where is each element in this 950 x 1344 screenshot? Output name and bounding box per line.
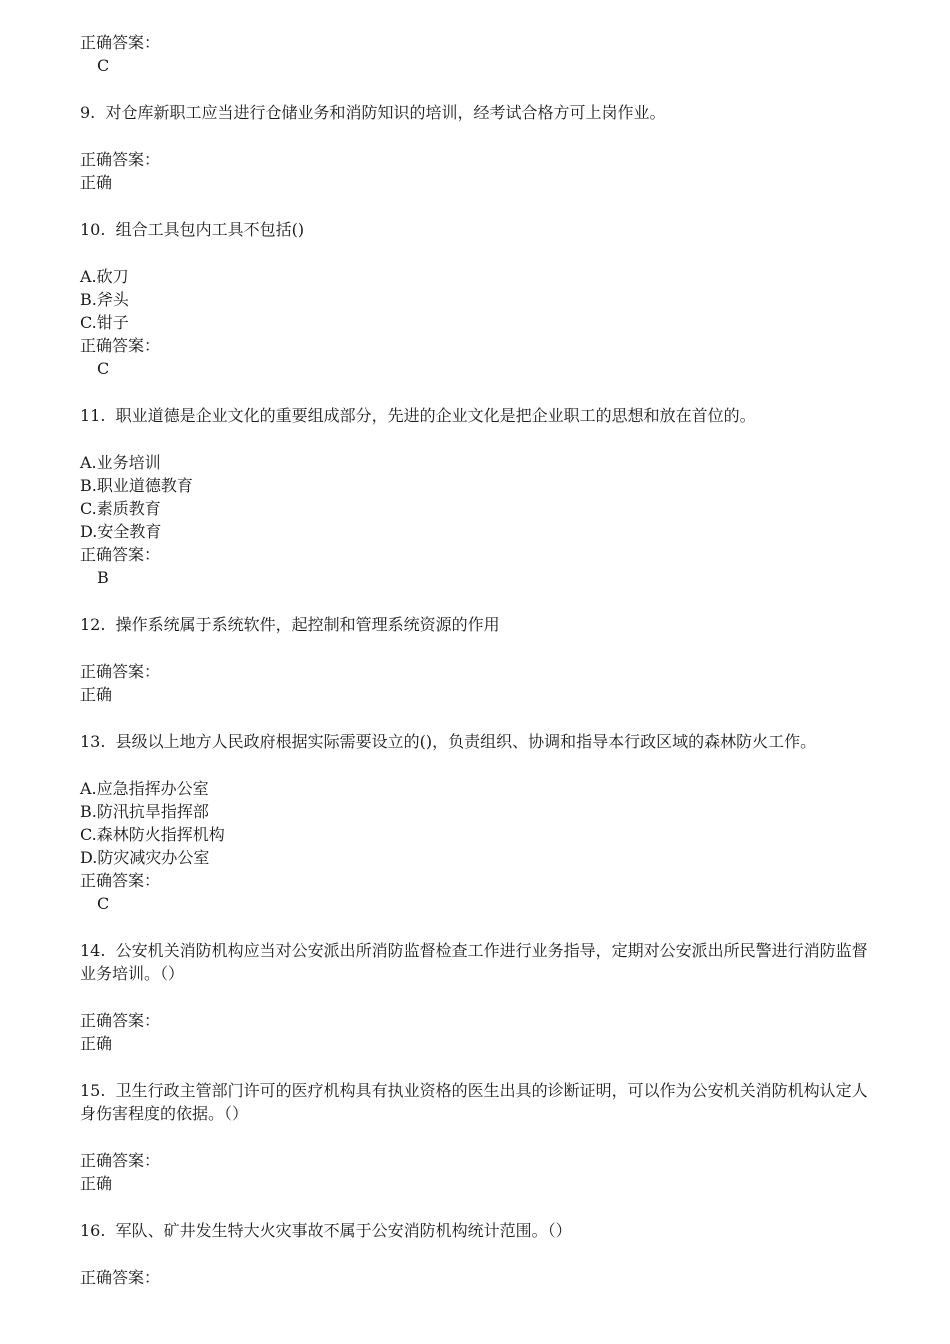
- question-number: 9.: [80, 103, 96, 122]
- question-13: [80, 730, 880, 753]
- question-15: [80, 1079, 880, 1125]
- question-number: 12.: [80, 615, 106, 634]
- question-number: 11.: [80, 406, 106, 425]
- option: C.森林防火指挥机构: [80, 825, 225, 844]
- option: A.砍刀: [80, 267, 129, 286]
- option: A.业务培训: [80, 453, 161, 472]
- answer-label: 正确答案：: [80, 33, 161, 52]
- answer-label: 正确答案：: [80, 150, 161, 169]
- question-11: [80, 404, 880, 427]
- question-text: 公安机关消防机构应当对公安派出所消防监督检查工作进行业务指导，定期对公安派出所民警进行消防监督业务培训。（）: [80, 941, 868, 983]
- question-text: 卫生行政主管部门许可的医疗机构具有执业资格的医生出具的诊断证明，可以作为公安机关消防机构认定人身伤害程度的依据。（）: [80, 1081, 868, 1123]
- option: D.安全教育: [80, 522, 162, 541]
- answer-value: C: [97, 56, 110, 75]
- option: C.钳子: [80, 313, 129, 332]
- answer-label: 正确答案：: [80, 336, 161, 355]
- answer-value: 正确: [80, 685, 113, 704]
- question-number: 10.: [80, 220, 106, 239]
- answer-label: 正确答案：: [80, 662, 161, 681]
- answer-label: 正确答案：: [80, 545, 161, 564]
- answer-label: 正确答案：: [80, 1151, 161, 1170]
- document-page: [80, 31, 880, 1289]
- question-text: 职业道德是企业文化的重要组成部分，先进的企业文化是把企业职工的思想和放在首位的。: [115, 406, 756, 425]
- answer-value: C: [97, 894, 110, 913]
- question-text: 军队、矿井发生特大火灾事故不属于公安消防机构统计范围。（）: [115, 1221, 572, 1240]
- option: B.斧头: [80, 290, 129, 309]
- answer-value: 正确: [80, 1034, 113, 1053]
- question-text: 组合工具包内工具不包括(): [115, 220, 305, 239]
- question-16: [80, 1219, 880, 1242]
- option: A.应急指挥办公室: [80, 779, 209, 798]
- question-12: [80, 613, 880, 636]
- answer-label: 正确答案：: [80, 1011, 161, 1030]
- answer-label: 正确答案：: [80, 871, 161, 890]
- question-text: 对仓库新职工应当进行仓储业务和消防知识的培训，经考试合格方可上岗作业。: [105, 103, 666, 122]
- question-text: 操作系统属于系统软件，起控制和管理系统资源的作用: [115, 615, 500, 634]
- option: B.防汛抗旱指挥部: [80, 802, 209, 821]
- answer-value: B: [97, 568, 109, 587]
- question-10: [80, 218, 880, 241]
- answer-value: 正确: [80, 173, 113, 192]
- question-9: [80, 101, 880, 124]
- question-number: 13.: [80, 732, 106, 751]
- option: D.防灾减灾办公室: [80, 848, 210, 867]
- option: C.素质教育: [80, 499, 161, 518]
- question-text: 县级以上地方人民政府根据实际需要设立的()，负责组织、协调和指导本行政区域的森林防火工作。: [115, 732, 817, 751]
- question-number: 16.: [80, 1221, 106, 1240]
- option: B.职业道德教育: [80, 476, 193, 495]
- answer-label: 正确答案：: [80, 1268, 161, 1287]
- answer-value: 正确: [80, 1174, 113, 1193]
- question-number: 14.: [80, 941, 106, 960]
- question-14: [80, 939, 880, 985]
- question-number: 15.: [80, 1081, 106, 1100]
- answer-value: C: [97, 359, 110, 378]
